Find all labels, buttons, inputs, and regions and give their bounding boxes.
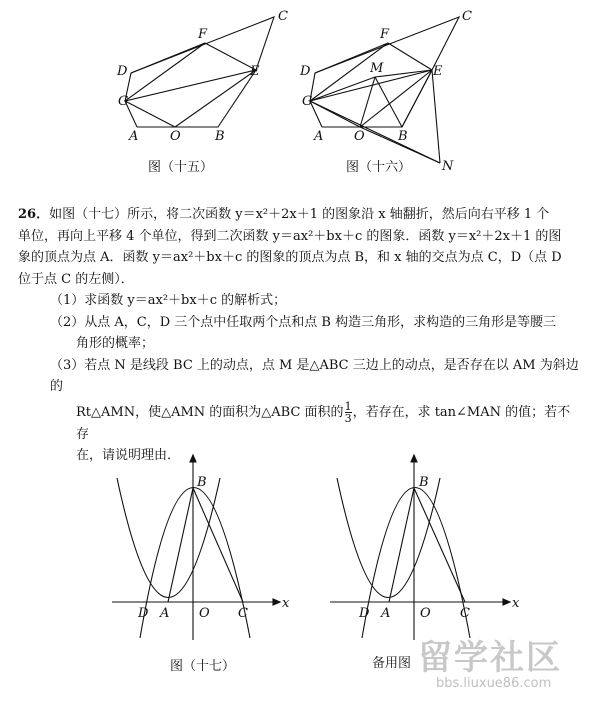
fig15-label-D: D [117,64,128,79]
watermark-logo: 留学社区 [418,638,562,678]
graph17-label-x: x [282,596,290,611]
question-2b: 角形的概率； [76,336,155,351]
fraction-numerator: 1 [344,399,352,413]
fig16-label-M: M [370,61,384,76]
question-1: （1）求函数 y＝ax²＋bx＋c 的解析式； [50,293,287,308]
spare-label-A: A [381,606,391,621]
graph17-label-D: D [138,606,149,621]
problem-text-1: 如图（十七）所示，将二次函数 y＝x²＋2x＋1 的图象沿 x 轴翻折，然后向右平移 1 个 [49,207,550,222]
fig15-label-O: O [170,129,181,144]
problem-line-1 [18,204,580,226]
fig15-label-C: C [278,9,288,24]
fig16-label-O: O [354,129,365,144]
watermark-url: bbs.liuxue86.com [436,676,552,691]
spare-label-C: C [460,606,470,621]
question-2a: （2）从点 A，C，D 三个点中任取两个点和点 B 构造三角形，求构造的三角形是等腰三 [50,314,557,330]
fraction-denominator: 3 [344,411,352,425]
fig16-label-A: A [314,129,324,144]
fig16-label-D: D [300,64,311,79]
fig16-label-B: B [398,129,408,144]
question-3c: 在，请说明理由． [76,448,181,463]
graph17-label-B: B [197,475,207,490]
problem-line-3: 象的顶点为点 A．函数 y＝ax²＋bx＋c 的图象的顶点为点 B，和 x 轴的交点为点 C，D（点 D [18,250,562,265]
graph17-parabola-down [140,488,250,639]
graph17-parabola-up [117,478,220,598]
fig15-caption: 图（十五） [148,160,214,175]
spare-label-D: D [359,606,370,621]
fig15-label-F: F [198,27,208,42]
fig16-label-N: N [442,159,454,174]
fraction-one-third [345,401,352,424]
spare-parabola-up [337,478,440,598]
fig17-caption: 图（十七） [170,659,236,674]
problem-line-4: 位于点 C 的左侧）． [18,271,134,287]
spare-label-B: B [419,475,429,490]
fig15-label-E: E [250,64,260,79]
problem-line-2: 单位，再向上平移 4 个单位，得到二次函数 y＝ax²＋bx＋c 的图象．函数 y＝x²＋2x＋1 的图 [18,228,562,244]
fig15-label-G: G [118,94,129,109]
question-3b-post: ，若存在，求 tan∠MAN 的值；若不存 [76,404,571,442]
fig16-label-F: F [380,27,390,42]
question-3b [18,401,580,446]
spare-caption: 备用图 [372,656,412,671]
fig15-label-B: B [215,129,225,144]
fig16-caption: 图（十六） [346,160,412,175]
fig15-label-A: A [129,129,139,144]
graph17-label-C: C [238,606,248,621]
problem-number: 26． [18,207,50,222]
question-3b-pre: Rt△AMN，使△AMN 的面积为△ABC 面积的 [76,404,344,420]
fig16-label-E: E [433,64,443,79]
graph17-label-A: A [160,606,170,621]
problem-26 [18,204,580,467]
spare-label-x: x [512,596,520,611]
question-3a: （3）若点 N 是线段 BC 上的动点，点 M 是△ABC 三边上的动点，是否存在以 AM 为斜边的 [50,357,579,394]
graph17-label-O: O [199,606,210,621]
fig16-label-G: G [302,94,313,109]
spare-label-O: O [420,606,431,621]
fig16-label-C: C [462,9,472,24]
